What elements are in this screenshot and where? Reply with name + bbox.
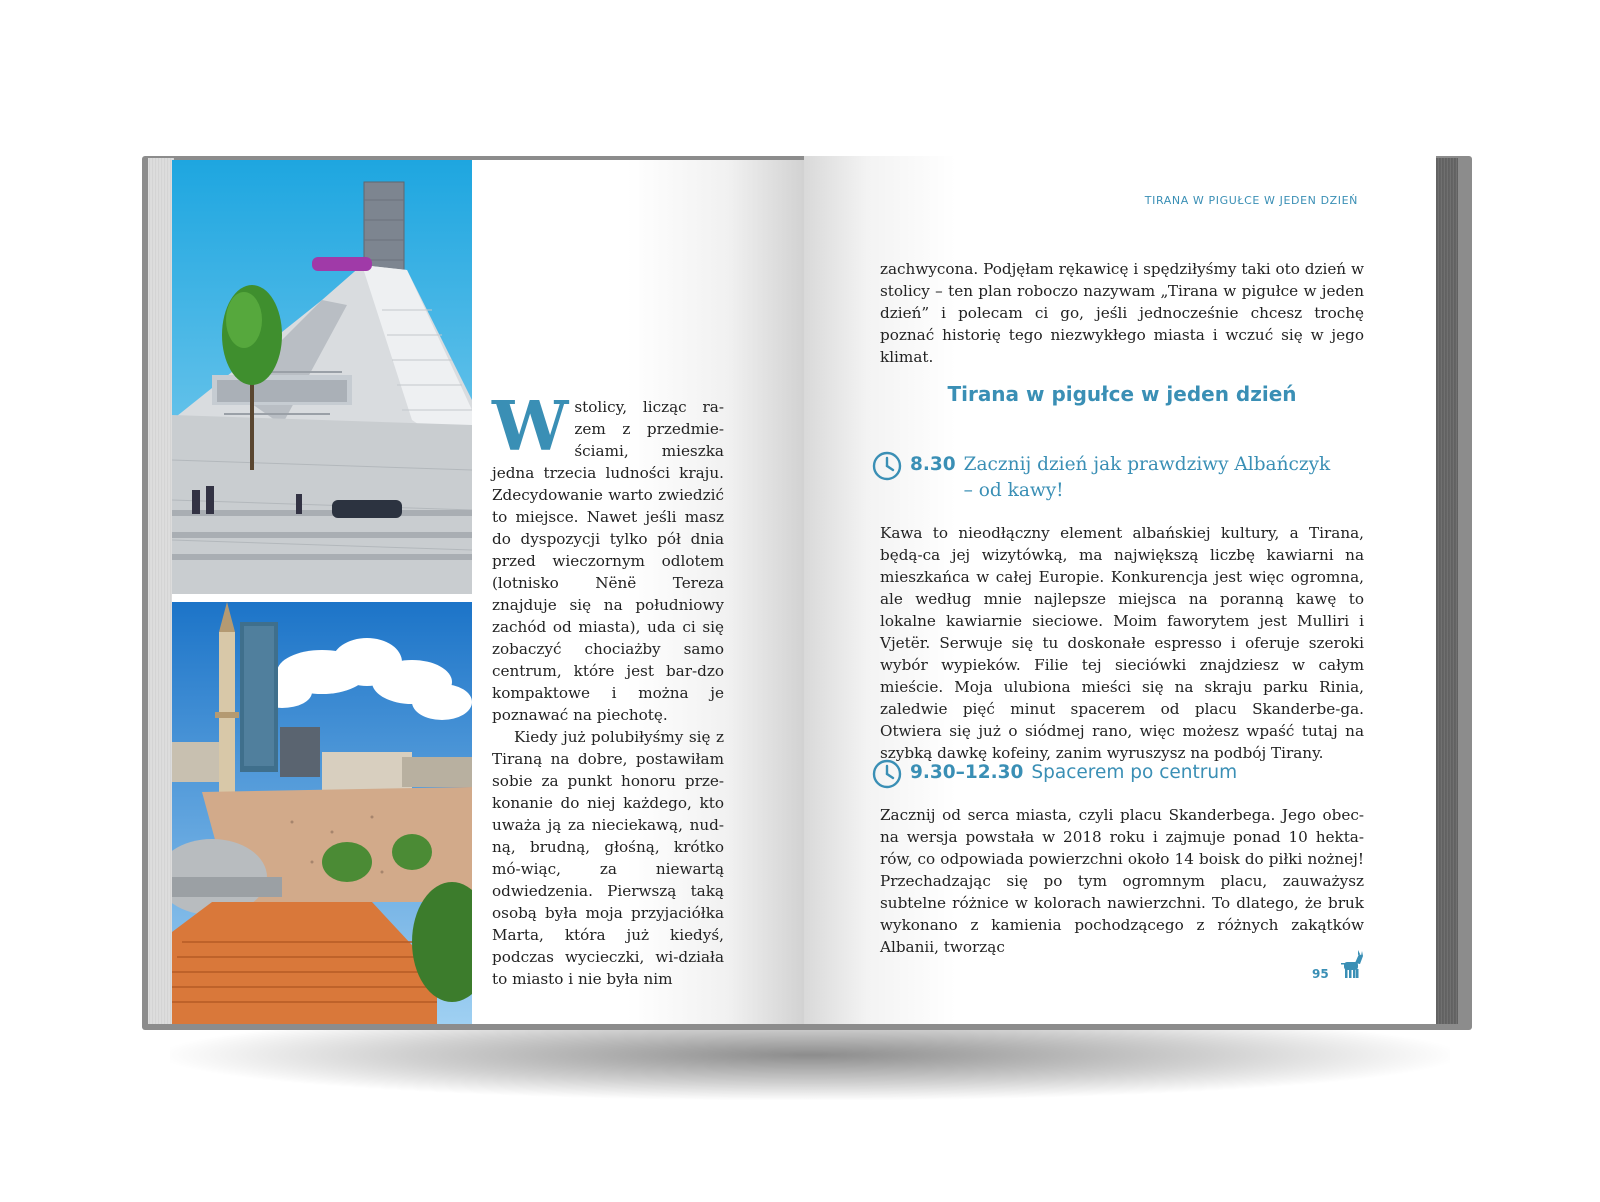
entry-1-title: Zacznij dzień jak prawdziwy Albańczyk – od kawy!	[963, 454, 1331, 501]
intro-paragraph: zachwycona. Podjęłam rękawicę i spędziłyśmy taki oto dzień w stolicy – ten plan roboczo nazywam „Tirana w pigułce w jeden dzień” i polecam ci go, jeśli jednocześnie chcesz trochę poznać historię tego niezwykłego miasta i wczuć się w jego klimat.	[880, 260, 1364, 366]
running-head: TIRANA W PIGUŁCE W JEDEN DZIEŃ	[1144, 194, 1358, 207]
entry-1-body	[880, 522, 1364, 764]
entry-2-paragraph: Zacznij od serca miasta, czyli placu Skanderbega. Jego obec-na wersja powstała w 2018 roku i zajmuje ponad 10 hekta-rów, co odpowiada powierzchni około 14 boisk do piłki nożnej! Przechadzając się po tym ogromnym placu, zauważysz subtelne różnice w kolorach nawierzchni. To dlatego, że bruk wykonano z kamienia pochodzącego z różnych zakątków Albanii, tworząc	[880, 806, 1364, 956]
drop-cap: W	[492, 387, 569, 467]
entry-1-paragraph: Kawa to nieodłączny element albańskiej kultury, a Tirana, będą-ca jej wizytówką, ma największą liczbę kawiarni na mieszkańca w całej Europie. Konkurencja jest więc ogromna, ale według mnie najlepsze miejsca na poranną kawę to lokalne kawiarnie sieciowe. Moim faworytem jest Mulliri i Vjetër. Serwuje się tu doskonałe espresso i oferuje szeroki wybór wypieków. Filie tej sieciówki znajdziesz w całym mieście. Moja ulubiona mieści się na skraju parku Rinia, zaledwie pięć minut spacerem od placu Skanderbe-ga. Otwiera się już o siódmej rano, więc możesz wpaść tutaj na szybką dawkę kofeiny, zanim wyruszysz na podbój Tirany.	[880, 524, 1364, 762]
clock-icon	[872, 451, 902, 481]
entry-1-time: 8.30	[910, 454, 956, 475]
intro-text	[880, 258, 1364, 368]
left-paragraph-1: stolicy, licząc ra-zem z przedmie-ściami, mieszka jedna trzecia ludności kraju. Zdecydowanie warto zwiedzić to miejsce. Nawet jeśli masz do dyspozycji tylko pół dnia przed wieczornym odlotem (lotnisko Nënë Tereza znajduje się na południowy zachód od miasta), uda ci się zobaczyć chociażby samo centrum, które jest bar-dzo kompaktowe i można je poznawać na piechotę.	[492, 398, 724, 724]
left-paragraph-2: Kiedy już polubiłyśmy się z Tiraną na dobre, postawiłam sobie za punkt honoru prze-konanie do niej każdego, kto uważa ją za nieciekawą, nud-ną, brudną, głośną, krótko mó-wiąc, za niewartą odwiedzenia. Pierwszą taką osobą była moja przyjaciółka Marta, która już kiedyś, podczas wycieczki, wi-działa to miasto i nie była nim	[492, 728, 724, 988]
entry-2-title: Spacerem po centrum	[1031, 762, 1238, 783]
entry-2-body	[880, 804, 1364, 958]
left-text-column	[492, 387, 724, 990]
right-page	[804, 156, 1436, 1024]
page-number: 95	[1312, 967, 1329, 981]
left-page	[172, 160, 804, 1024]
entry-2-time: 9.30–12.30	[910, 762, 1024, 783]
pyramid-of-tirana-photo	[172, 160, 472, 594]
clock-icon	[872, 759, 902, 789]
entry-1-heading	[872, 452, 1342, 504]
donkey-icon	[1336, 950, 1366, 980]
entry-2-heading	[872, 760, 1342, 789]
section-title: Tirana w pigułce w jeden dzień	[947, 382, 1297, 406]
skanderbeg-square-photo	[172, 602, 472, 1024]
page-edges-left	[148, 158, 174, 1024]
